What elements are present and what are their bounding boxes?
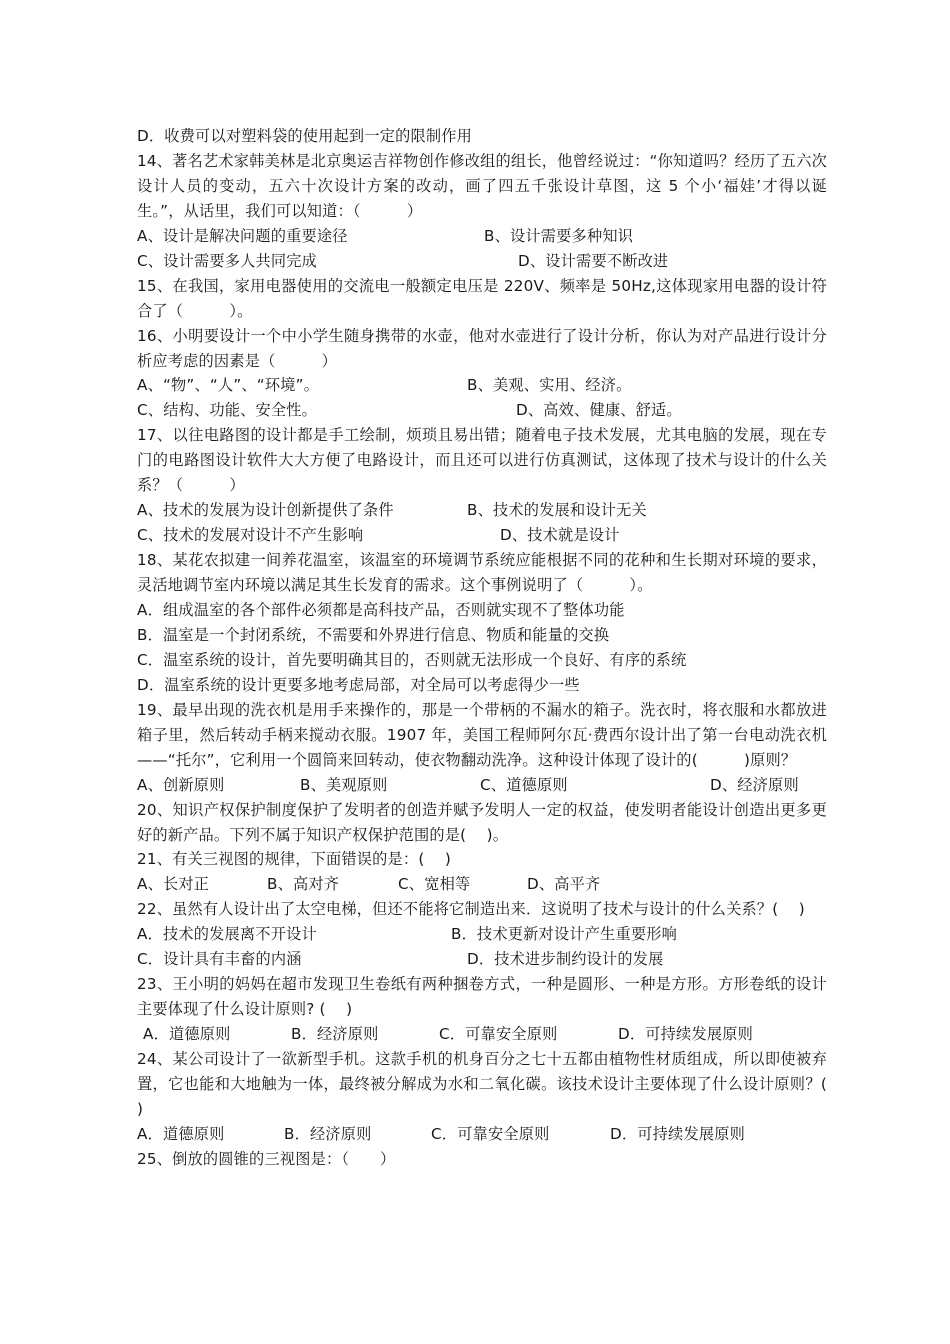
- options-23: [137, 1022, 827, 1047]
- option-17b: B、技术的发展和设计无关: [467, 501, 647, 520]
- question-21: 21、有关三视图的规律，下面错误的是：( ): [137, 850, 451, 869]
- option-16d: D、高效、健康、舒适。: [516, 401, 682, 420]
- option-21a: A、长对正: [137, 875, 210, 894]
- option-24b: B．经济原则: [284, 1124, 372, 1143]
- question-24: 24、某公司设计了一欲新型手机。这款手机的机身百分之七十五都由植物性材质组成，所以即使被弃置，它也能和大地触为一体，最终被分解成为水和二氧化碳。该技术设计主要体现了什么设计原则？( ): [137, 1050, 848, 1118]
- option-18b: B．温室是一个封闭系统，不需要和外界进行信息、物质和能量的交换: [137, 625, 610, 644]
- question-15: 15、在我国，家用电器使用的交流电一般额定电压是 220V、频率是 50Hz,这体现家用电器的设计符合了（ ）。: [137, 276, 827, 320]
- question-20: 20、知识产权保护制度保护了发明者的创造并赋予发明人一定的权益，使发明者能设计创造出更多更好的新产品。下列不属于知识产权保护范围的是( )。: [137, 800, 827, 844]
- options-17-cd: [137, 523, 827, 548]
- option-13d: D．收费可以对塑料袋的使用起到一定的限制作用: [137, 127, 473, 145]
- question-22: 22、虽然有人设计出了太空电梯，但还不能将它制造出来．这说明了技术与设计的什么关系？( ): [137, 900, 805, 919]
- options-17: [137, 498, 827, 523]
- options-24: [137, 1122, 827, 1147]
- question-18: 18、某花农拟建一间养花温室，该温室的环境调节系统应能根据不同的花种和生长期对环境的要求，灵活地调节室内环境以满足其生长发育的需求。这个事例说明了（ ）。: [137, 551, 827, 595]
- option-14d: D、设计需要不断改进: [518, 251, 669, 270]
- option-23d: D．可持续发展原则: [618, 1025, 753, 1044]
- options-22: [137, 922, 827, 947]
- option-19b: B、美观原则: [300, 775, 388, 794]
- options-16-cd: [137, 398, 827, 423]
- option-17d: D、技术就是设计: [500, 526, 620, 545]
- option-18c: C．温室系统的设计，首先要明确其目的，否则就无法形成一个良好、有序的系统: [137, 650, 687, 669]
- question-14: 14、著名艺术家韩美林是北京奥运吉祥物创作修改组的组长，他曾经说过：“你知道吗？经历了五六次设计人员的变动，五六十次设计方案的改动，画了四五千张设计草图，这 5 个小‘福娃’才得以诞生。”，从话里，我们可以知道：（ ）: [137, 151, 827, 220]
- option-14a: A、设计是解决问题的重要途径: [137, 226, 348, 245]
- option-14b: B、设计需要多种知识: [484, 226, 634, 245]
- option-21c: C、宽相等: [398, 875, 471, 894]
- options-16: [137, 373, 827, 398]
- option-18a: A．组成温室的各个部件必须都是高科技产品，否则就实现不了整体功能: [137, 601, 625, 619]
- option-19a: A、创新原则: [137, 775, 225, 794]
- option-24a: A．道德原则: [137, 1124, 225, 1143]
- question-23: 23、王小明的妈妈在超市发现卫生卷纸有两种捆卷方式，一种是圆形、一种是方形。方形卷纸的设计主要体现了什么设计原则? ( ): [137, 975, 827, 1019]
- option-23b: B．经济原则: [291, 1025, 379, 1044]
- options-14: [137, 224, 827, 249]
- question-16: 16、小明要设计一个中小学生随身携带的水壶，他对水壶进行了设计分析，你认为对产品进行设计分析应考虑的因素是（ ）: [137, 326, 827, 370]
- option-14c: C、设计需要多人共同完成: [137, 251, 318, 270]
- option-21d: D、高平齐: [527, 875, 601, 894]
- question-19: 19、最早出现的洗衣机是用手来操作的，那是一个带柄的不漏水的箱子。洗衣时，将衣服和水都放进箱子里，然后转动手柄来搅动衣服。1907 年，美国工程师阿尔瓦·费西尔设计出了第一台电动洗衣机——“托尔”，它利用一个圆筒来回转动，使衣物翻动洗净。这种设计体现了设计的( )原则？: [137, 700, 827, 769]
- question-17: 17、以往电路图的设计都是手工绘制，烦琐且易出错；随着电子技术发展，尤其电脑的发展，现在专门的电路图设计软件大大方便了电路设计，而且还可以进行仿真测试，这体现了技术与设计的什么关系？（ ）: [137, 426, 827, 495]
- option-17c: C、技术的发展对设计不产生影响: [137, 526, 364, 545]
- option-24c: C．可靠安全原则: [431, 1124, 550, 1143]
- option-22c: C．设计具有丰畜的内涵: [137, 950, 302, 969]
- option-19c: C、道德原则: [480, 775, 568, 794]
- options-14-cd: [137, 249, 827, 274]
- option-16c: C、结构、功能、安全性。: [137, 401, 318, 420]
- question-25: 25、倒放的圆锥的三视图是：（ ）: [137, 1149, 396, 1168]
- option-21b: B、高对齐: [267, 875, 340, 894]
- options-22-cd: [137, 947, 827, 972]
- document-body: [137, 124, 848, 1172]
- option-22d: D．技术进步制约设计的发展: [467, 950, 664, 969]
- options-21: [137, 872, 827, 897]
- option-18d: D．温室系统的设计更要多地考虑局部，对全局可以考虑得少一些: [137, 675, 580, 694]
- option-23c: C．可靠安全原则: [439, 1025, 558, 1044]
- option-22a: A．技术的发展离不开设计: [137, 925, 317, 944]
- option-24d: D．可持续发展原则: [610, 1124, 745, 1143]
- option-23a: A．道德原则: [143, 1025, 231, 1044]
- option-19d: D、经济原则: [710, 775, 799, 794]
- option-16b: B、美观、实用、经济。: [467, 376, 632, 395]
- option-16a: A、“物”、“人”、“环境”。: [137, 376, 320, 395]
- option-22b: B．技术更新对设计产生重要形响: [451, 925, 678, 944]
- option-17a: A、技术的发展为设计创新提供了条件: [137, 501, 394, 520]
- options-19: [137, 773, 827, 798]
